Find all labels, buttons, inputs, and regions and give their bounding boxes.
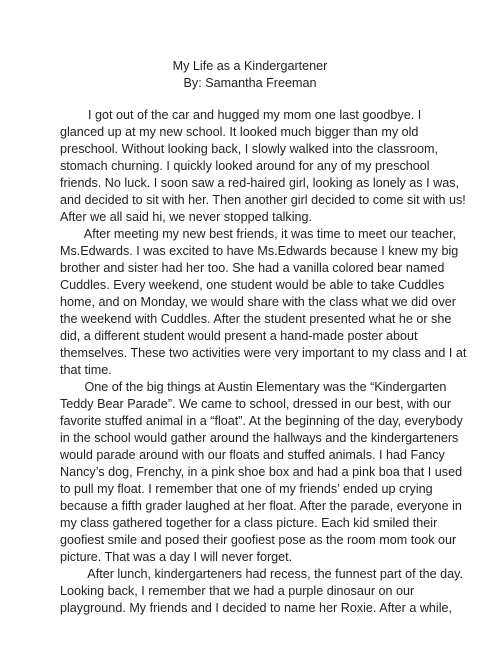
text-line: After we all said hi, we never stopped talking. [60,210,313,224]
text-line: my class gathered together for a class picture. Each kid smiled their [60,516,438,530]
text-line: themselves. These two activities were very important to my class and I at [60,346,467,360]
text-line: picture. That was a day I will never forget. [60,550,293,564]
text-line: preschool. Without looking back, I slowly walked into the classroom, [60,142,438,156]
text-line: After lunch, kindergarteners had recess, the funnest part of the day. [60,567,463,581]
text-line: I got out of the car and hugged my mom one last goodbye. I [60,108,422,122]
text-line: Nancy’s dog, Frenchy, in a pink shoe box and had a pink boa that I used [60,465,463,479]
text-line: home, and on Monday, we would share with the class what we did over [60,295,456,309]
text-line: to pull my float. I remember that one of my friends’ ended up crying [60,482,433,496]
text-line: did, a different student would present a hand-made poster about [60,329,418,343]
text-line: Looking back, I remember that we had a purple dinosaur on our [60,584,415,598]
text-line: stomach churning. I quickly looked around for any of my preschool [60,159,430,173]
document-body [60,107,467,617]
text-line: One of the big things at Austin Elementary was the “Kindergarten [60,380,447,394]
text-line: Teddy Bear Parade”. We came to school, dressed in our best, with our [60,397,452,411]
text-line: brother and sister had her too. She had a vanilla colored bear named [60,261,445,275]
text-line: Cuddles. Every weekend, one student would be able to take Cuddles [60,278,445,292]
text-line: glanced up at my new school. It looked much bigger than my old [60,125,419,139]
text-line: goofiest smile and posed their goofiest pose as the room mom took our [60,533,457,547]
text-line: and decided to sit with her. Then another girl decided to come sit with us! [60,193,466,207]
document-byline: By: Samantha Freeman [183,76,317,90]
text-line: in the school would gather around the hallways and the kindergarteners [60,431,459,445]
text-line: friends. No luck. I soon saw a red-haired girl, looking as lonely as I was, [60,176,459,190]
text-line: the weekend with Cuddles. After the student presented what he or she [60,312,452,326]
text-line: After meeting my new best friends, it was time to meet our teacher, [60,227,457,241]
text-line: that time. [60,363,112,377]
text-line: because a fifth grader laughed at her float. After the parade, everyone in [60,499,462,513]
text-line: would parade around with our floats and stuffed animals. I had Fancy [60,448,445,462]
document-header [0,58,500,92]
document-title: My Life as a Kindergartener [172,59,328,73]
text-line: favorite stuffed animal in a “float”. At the beginning of the day, everybody [60,414,463,428]
text-line: playground. My friends and I decided to name her Roxie. After a while, [60,601,453,615]
text-line: Ms.Edwards. I was excited to have Ms.Edwards because I knew my big [60,244,459,258]
